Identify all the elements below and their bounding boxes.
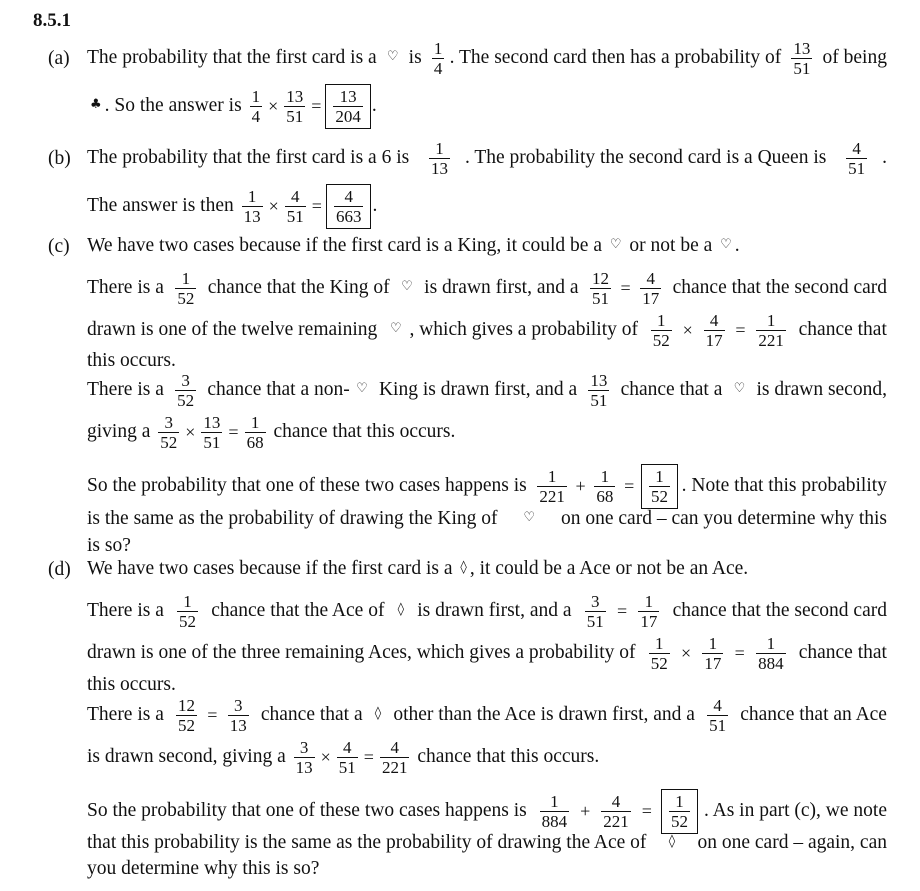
text-line [87, 847, 319, 891]
text-run: chance that [793, 319, 887, 340]
fraction [429, 139, 450, 178]
text-line [87, 368, 887, 412]
text-run: The probability that the first card is a [87, 47, 382, 68]
numerator: 1 [675, 791, 684, 811]
text-run: drawn is one of the three remaining Aces, which gives a probability of [87, 642, 641, 663]
numerator: 1 [433, 38, 443, 58]
text-run: you determine why this is so? [87, 858, 320, 879]
numerator: 12 [591, 268, 609, 288]
text-run: chance that an Ace [735, 704, 887, 725]
text-run: , it could be a Ace or not be an Ace. [469, 558, 749, 579]
text-run: that this probability is the same as the probability of drawing the Ace of [87, 832, 652, 853]
text-run: chance that this occurs. [268, 421, 456, 442]
fraction [175, 371, 196, 410]
equals-operator: = [363, 747, 374, 767]
fraction [756, 634, 786, 673]
text-run: is drawn first, and a [412, 600, 577, 621]
denominator: 52 [177, 288, 195, 308]
fraction [337, 738, 358, 777]
text-run: . The second card then has a probability of [449, 47, 787, 68]
text-line [87, 224, 740, 268]
fraction [756, 311, 786, 350]
fraction [590, 269, 611, 308]
times-operator: × [268, 196, 279, 216]
numerator: 3 [181, 370, 190, 390]
fraction [175, 269, 196, 308]
text-run: chance that the second card [667, 277, 887, 298]
numerator: 4 [646, 268, 655, 288]
denominator: 204 [335, 106, 361, 126]
text-run: . [371, 95, 377, 116]
numerator: 1 [600, 466, 610, 486]
numerator: 1 [247, 186, 257, 206]
fraction [846, 139, 867, 178]
fraction [704, 311, 725, 350]
answer-box [325, 84, 371, 129]
times-operator: × [185, 422, 196, 442]
denominator: 17 [640, 611, 658, 631]
text-run: of being [817, 47, 887, 68]
text-run: We have two cases because if the first card is a [87, 558, 458, 579]
text-line [87, 136, 887, 180]
denominator: 52 [670, 811, 688, 831]
equals-operator: = [620, 278, 631, 298]
text-run: this occurs. [87, 350, 176, 371]
numerator: 1 [766, 310, 776, 330]
denominator: 51 [793, 58, 811, 78]
diamond-suit-icon: ◊ [460, 560, 467, 575]
times-operator: × [320, 747, 331, 767]
fraction [585, 592, 606, 631]
fraction [638, 592, 659, 631]
fraction [432, 39, 445, 78]
text-run: . Note that this probability [681, 475, 887, 496]
numerator: 3 [299, 737, 309, 757]
text-run: chance that a [615, 379, 728, 400]
fraction [640, 269, 661, 308]
equals-operator: = [735, 320, 746, 340]
text-run: on one card – can you determine why this [556, 508, 887, 529]
text-run: . [882, 147, 887, 168]
boxed-answer-fraction [334, 187, 364, 226]
equals-operator: = [616, 601, 628, 621]
text-run: is drawn first, and a [419, 277, 584, 298]
text-run: chance that the second card [667, 600, 887, 621]
numerator: 4 [390, 737, 399, 757]
denominator: 884 [541, 811, 568, 831]
text-run: or not be a [624, 235, 718, 256]
denominator: 52 [650, 486, 668, 506]
times-operator: × [682, 320, 693, 340]
text-run: There is a [87, 600, 169, 621]
denominator: 52 [160, 432, 178, 452]
diamond-suit-icon: ◊ [668, 834, 676, 849]
equals-operator: = [228, 422, 239, 442]
denominator: 884 [758, 653, 784, 673]
text-line [87, 547, 748, 591]
denominator: 221 [603, 811, 629, 831]
numerator: 1 [654, 633, 664, 653]
denominator: 51 [338, 757, 356, 777]
text-run: is drawn second, giving a [87, 746, 291, 767]
text-run: chance that a non- [202, 379, 350, 400]
diamond-suit-icon: ◊ [397, 602, 405, 617]
numerator: 4 [852, 138, 861, 158]
numerator: 1 [550, 791, 559, 811]
heart-suit-icon: ♡ [401, 279, 413, 294]
fraction [242, 187, 263, 226]
text-run: There is a [87, 277, 169, 298]
text-run: is [403, 47, 427, 68]
text-run: . The probability the second card is a Queen is [464, 147, 832, 168]
fraction [791, 39, 812, 78]
text-line [87, 410, 455, 454]
denominator: 51 [586, 611, 604, 631]
denominator: 52 [177, 390, 195, 410]
fraction [158, 413, 179, 452]
numerator: 4 [611, 791, 621, 811]
equals-operator: = [311, 196, 322, 216]
denominator: 52 [652, 330, 670, 350]
text-line [87, 184, 377, 228]
times-operator: × [268, 96, 279, 116]
fraction [285, 187, 306, 226]
text-run: on one card – again, can [692, 832, 887, 853]
fraction [651, 311, 672, 350]
fraction [649, 634, 670, 673]
numerator: 1 [644, 591, 654, 611]
numerator: 3 [233, 695, 243, 715]
text-run: King is drawn first, and a [374, 379, 583, 400]
diamond-suit-icon: ◊ [374, 706, 382, 721]
numerator: 1 [181, 268, 191, 288]
fraction [245, 413, 266, 452]
numerator: 1 [250, 412, 260, 432]
text-line [87, 631, 887, 675]
text-run: chance that the Ace of [206, 600, 390, 621]
heart-suit-icon: ♡ [609, 237, 622, 252]
text-run: chance that a [255, 704, 368, 725]
equals-operator: = [207, 705, 218, 725]
text-line [87, 497, 887, 541]
answer-box [326, 184, 372, 229]
heart-suit-icon: ♡ [389, 321, 402, 336]
text-run: is so? [87, 535, 131, 556]
equals-operator: = [624, 476, 635, 496]
text-run: There is a [87, 704, 169, 725]
part-label: (a) [48, 48, 70, 69]
denominator: 17 [705, 330, 723, 350]
denominator: 51 [203, 432, 221, 452]
heart-suit-icon: ♡ [720, 237, 732, 252]
text-run: There is a [87, 379, 169, 400]
text-line [87, 266, 887, 310]
denominator: 51 [848, 158, 866, 178]
denominator: 68 [246, 432, 264, 452]
numerator: 4 [291, 186, 300, 206]
text-run: The probability that the first card is a 6 is [87, 147, 415, 168]
numerator: 3 [590, 591, 600, 611]
denominator: 4 [433, 58, 443, 78]
numerator: 4 [709, 310, 719, 330]
text-line [87, 589, 887, 633]
fraction [177, 592, 198, 631]
numerator: 1 [547, 466, 557, 486]
denominator: 17 [642, 288, 660, 308]
numerator: 3 [164, 412, 173, 432]
part-label: (b) [48, 148, 71, 169]
text-run: is drawn second, [751, 379, 887, 400]
fraction [228, 696, 249, 735]
plus-operator: + [580, 801, 591, 821]
denominator: 68 [596, 486, 614, 506]
numerator: 1 [251, 86, 261, 106]
equals-operator: = [641, 801, 652, 821]
boxed-answer-fraction [333, 87, 363, 126]
numerator: 13 [590, 370, 608, 390]
text-run: giving a [87, 421, 156, 442]
text-run: is the same as the probability of drawing the King of [87, 508, 503, 529]
plus-operator: + [575, 476, 586, 496]
denominator: 17 [704, 653, 722, 673]
text-run: . As in part (c), we note [703, 800, 887, 821]
text-run: chance that [793, 642, 887, 663]
text-line [87, 36, 887, 80]
numerator: 13 [203, 412, 221, 432]
heart-suit-icon: ♡ [523, 510, 536, 525]
denominator: 51 [591, 288, 609, 308]
denominator: 51 [590, 390, 608, 410]
times-operator: × [680, 643, 692, 663]
fraction [707, 696, 728, 735]
denominator: 221 [539, 486, 565, 506]
numerator: 4 [343, 737, 352, 757]
denominator: 663 [335, 206, 362, 226]
denominator: 52 [650, 653, 668, 673]
fraction [588, 371, 609, 410]
heart-suit-icon: ♡ [733, 381, 746, 396]
denominator: 221 [758, 330, 784, 350]
equals-operator: = [311, 96, 322, 116]
denominator: 13 [295, 757, 313, 777]
part-label: (c) [48, 236, 70, 257]
text-run: The answer is then [87, 195, 239, 216]
text-run: chance that the King of [202, 277, 395, 298]
fraction [294, 738, 315, 777]
numerator: 1 [708, 633, 718, 653]
text-run: chance that this occurs. [412, 746, 600, 767]
fraction [176, 696, 197, 735]
text-run: this occurs. [87, 674, 176, 695]
numerator: 1 [766, 633, 776, 653]
text-run: We have two cases because if the first card is a King, it could be a [87, 235, 607, 256]
fraction [702, 634, 723, 673]
text-line [87, 308, 887, 352]
text-run: . [372, 195, 378, 216]
club-suit-icon: ♣ [90, 97, 102, 112]
text-run: . So the answer is [104, 95, 247, 116]
numerator: 1 [183, 591, 192, 611]
numerator: 1 [655, 466, 664, 486]
denominator: 52 [179, 611, 197, 631]
text-line [87, 693, 887, 737]
denominator: 51 [286, 106, 304, 126]
text-run: . [734, 235, 740, 256]
numerator: 1 [435, 138, 444, 158]
numerator: 13 [793, 38, 811, 58]
part-label: (d) [48, 559, 71, 580]
numerator: 1 [656, 310, 666, 330]
numerator: 4 [344, 186, 353, 206]
numerator: 13 [339, 86, 357, 106]
text-run: other than the Ace is drawn first, and a [388, 704, 700, 725]
text-run: So the probability that one of these two cases happens is [87, 475, 532, 496]
denominator: 221 [381, 757, 408, 777]
denominator: 51 [709, 715, 727, 735]
text-run: , which gives a probability of [409, 319, 643, 340]
equals-operator: = [734, 643, 745, 663]
denominator: 13 [229, 715, 247, 735]
numerator: 12 [178, 695, 196, 715]
numerator: 13 [286, 86, 304, 106]
text-line [87, 735, 599, 779]
exercise-number: 8.5.1 [33, 10, 71, 31]
fraction [380, 738, 410, 777]
text-run: So the probability that one of these two cases happens is [87, 800, 532, 821]
fraction [201, 413, 222, 452]
denominator: 13 [243, 206, 261, 226]
heart-suit-icon: ♡ [356, 381, 368, 396]
heart-suit-icon: ♡ [386, 49, 399, 64]
numerator: 4 [713, 695, 722, 715]
denominator: 4 [251, 106, 261, 126]
text-run: drawn is one of the twelve remaining [87, 319, 383, 340]
denominator: 13 [431, 158, 449, 178]
denominator: 52 [178, 715, 196, 735]
denominator: 51 [286, 206, 304, 226]
text-line [87, 84, 377, 128]
fraction [284, 87, 305, 126]
fraction [250, 87, 263, 126]
